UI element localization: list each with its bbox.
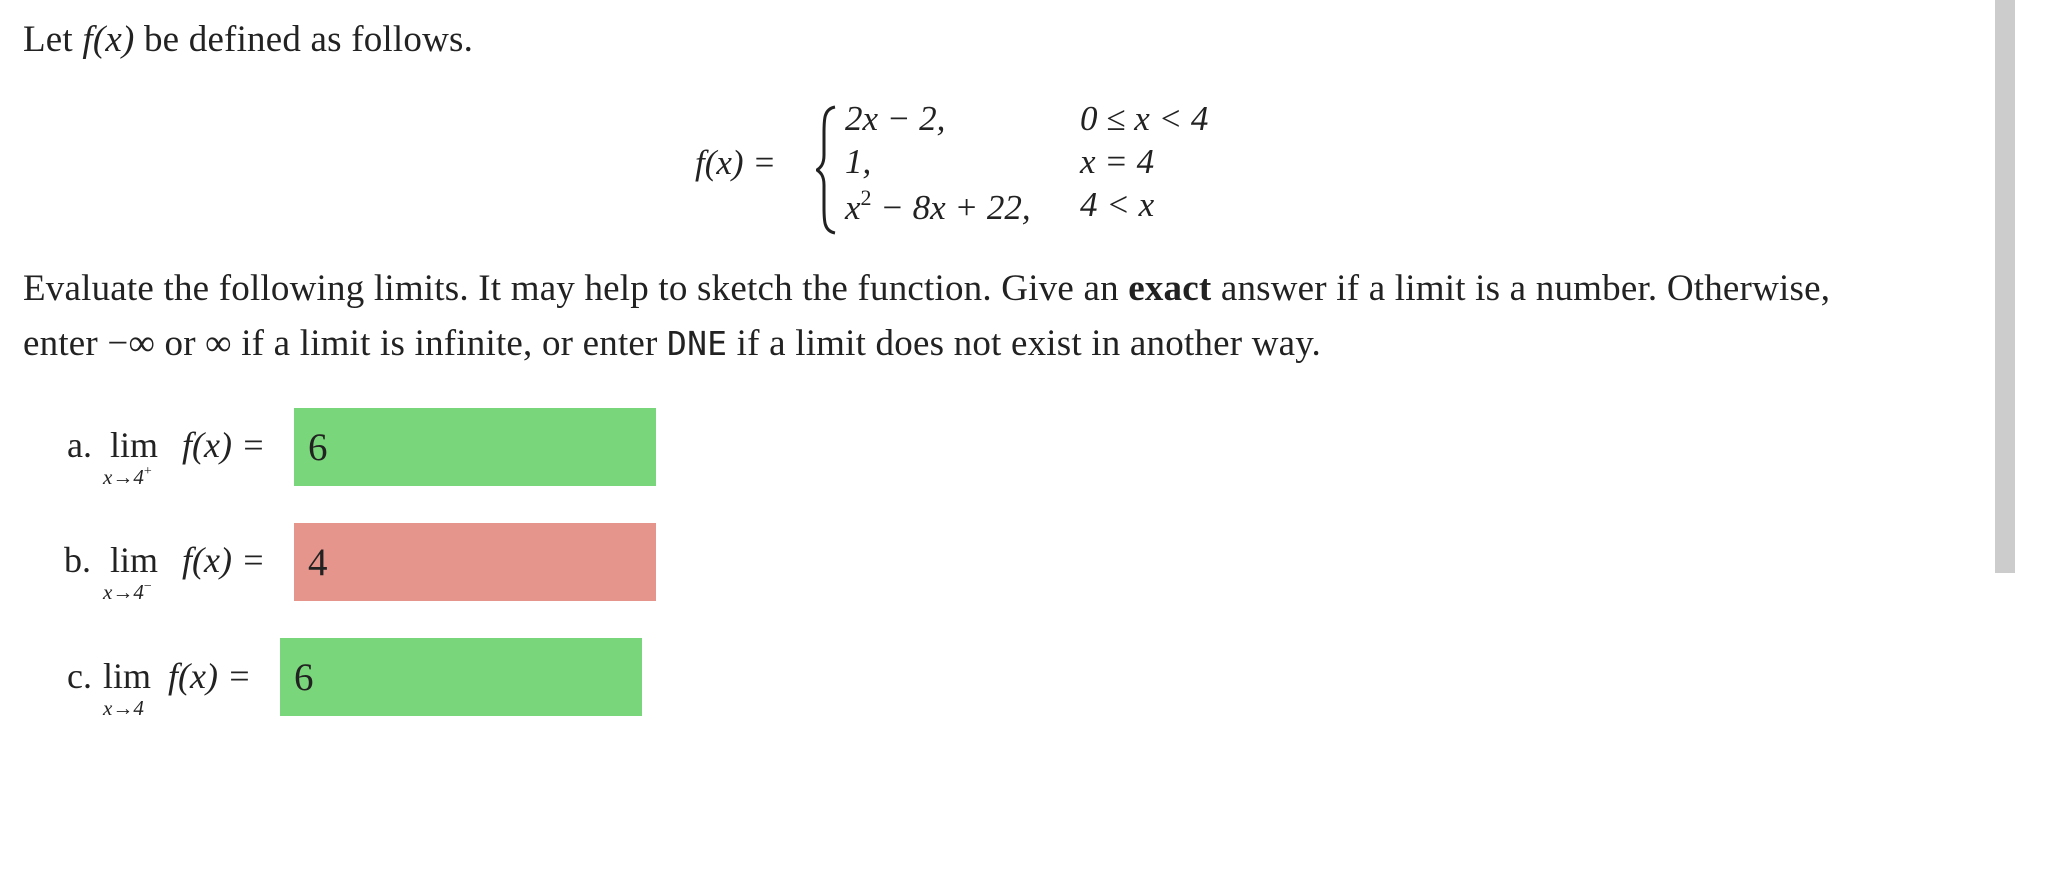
left-brace-icon	[816, 105, 838, 235]
intro-after: be defined as follows.	[134, 19, 474, 60]
instructions-dne: DNE	[667, 324, 728, 363]
part-a-sub	[103, 464, 152, 490]
intro-fx: f(x)	[82, 19, 135, 60]
case-3-expr	[845, 185, 1031, 228]
case-1-cond: 0 ≤ x < 4	[1080, 99, 1209, 138]
part-b-lim: lim	[110, 540, 159, 580]
instructions-line-1	[23, 267, 1830, 310]
part-c-func: f(x) =	[168, 656, 252, 696]
case-3-base: x	[845, 188, 861, 227]
part-b-sub-sup: −	[143, 579, 152, 594]
instructions-text-2a: enter −∞ or ∞ if a limit is infinite, or enter	[23, 323, 668, 364]
part-a-func: f(x) =	[182, 425, 266, 465]
vertical-scrollbar[interactable]	[1995, 0, 2015, 573]
part-b-sub	[103, 579, 152, 605]
instructions-text-1a: Evaluate the following limits. It may help to sketch the function. Give an	[23, 268, 1129, 309]
part-a-answer-input[interactable]	[294, 408, 656, 486]
part-b-sub-text: x→4	[103, 580, 144, 604]
case-3-exponent: 2	[860, 185, 872, 210]
part-c-lim: lim	[103, 656, 152, 696]
instructions-bold-exact: exact	[1128, 268, 1212, 309]
part-b-func: f(x) =	[182, 540, 266, 580]
part-a-sub-sup: +	[143, 464, 152, 479]
case-2-expr: 1,	[845, 142, 872, 181]
piecewise-label: f(x) =	[695, 143, 776, 182]
instructions-text-1b: answer if a limit is a number. Otherwise,	[1211, 268, 1831, 309]
intro-before: Let	[23, 19, 83, 60]
instructions-line-2	[23, 322, 1321, 365]
part-b-label: b.	[64, 540, 91, 580]
case-2-cond: x = 4	[1080, 142, 1155, 181]
intro-text	[23, 18, 473, 61]
part-a-sub-text: x→4	[103, 465, 144, 489]
part-b-answer-input[interactable]	[294, 523, 656, 601]
case-1-expr: 2x − 2,	[845, 99, 946, 138]
part-a-label: a.	[67, 425, 92, 465]
part-c-sub-text: x→4	[103, 696, 144, 720]
part-c-label: c.	[67, 656, 92, 696]
case-3-cond: 4 < x	[1080, 185, 1155, 224]
part-a-lim: lim	[110, 425, 159, 465]
instructions-text-2b: if a limit does not exist in another way.	[727, 323, 1322, 364]
part-c-answer-input[interactable]	[280, 638, 642, 716]
part-c-sub	[103, 695, 144, 721]
case-3-rest: − 8x + 22,	[871, 188, 1031, 227]
